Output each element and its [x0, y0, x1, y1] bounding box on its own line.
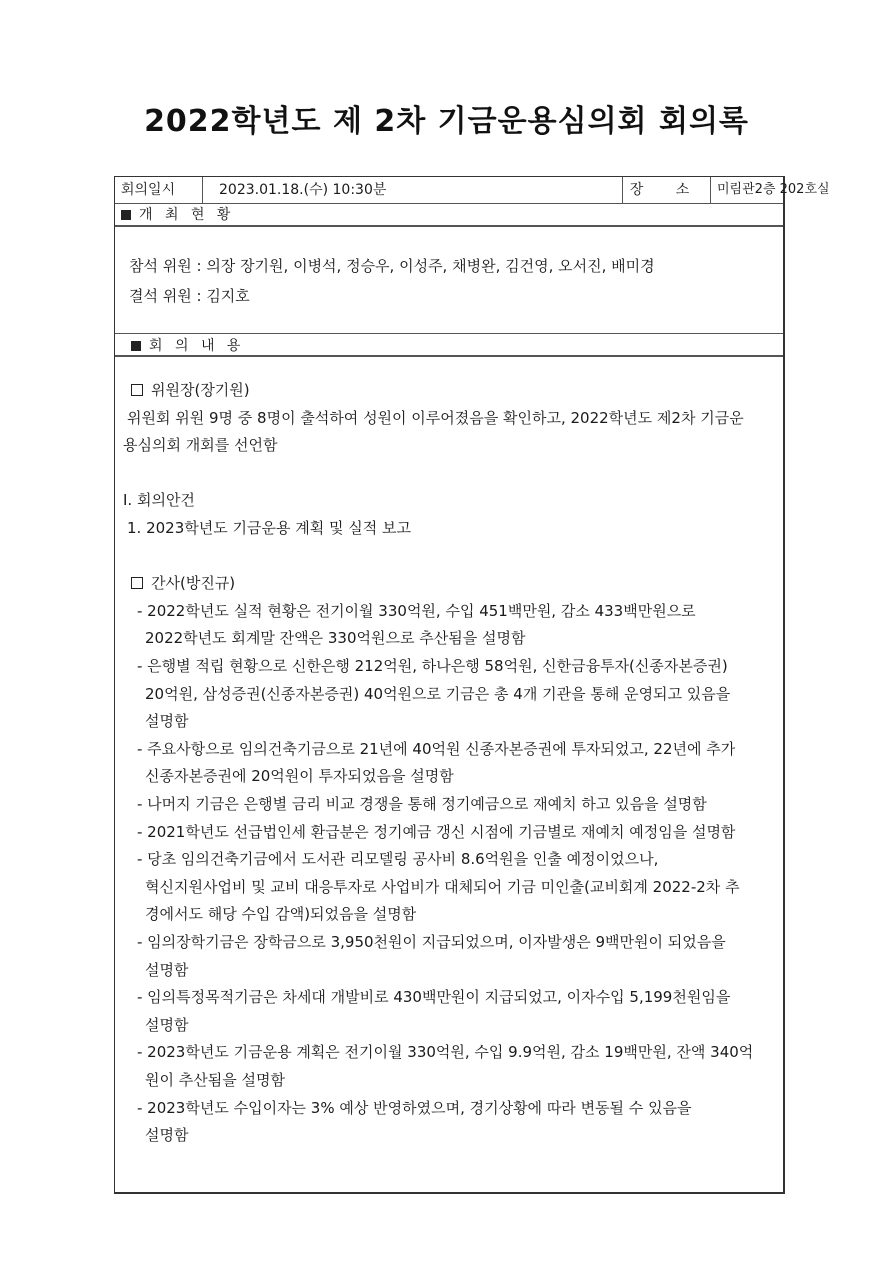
- content-text: - 임의특정목적기금은 차세대 개발비로 430백만원이 지급되었고, 이자수입 5,199천원임을: [137, 988, 731, 1007]
- content-line: [127, 517, 411, 538]
- content-line: [137, 1041, 753, 1062]
- content-line: [145, 959, 188, 980]
- content-line: [145, 903, 416, 924]
- content-line: [137, 986, 730, 1007]
- content-text: 1. 2023학년도 기금운용 계획 및 실적 보고: [127, 519, 411, 537]
- date-label: 회의일시: [115, 177, 203, 203]
- content-line: [145, 876, 740, 897]
- content-text: - 2021학년도 선급법인세 환급분은 정기예금 갱신 시점에 기금별로 재예치 예정임을 설명함: [137, 822, 736, 841]
- absentees-line: 결석 위원 : 김지호: [129, 287, 250, 305]
- date-value: 2023.01.18.(수) 10:30분: [203, 177, 623, 203]
- content-text: 설명함: [145, 712, 189, 731]
- content-line: [127, 407, 744, 428]
- content-text: 2022학년도 회계말 잔액은 330억원으로 추산됨을 설명함: [145, 629, 526, 648]
- content-text: 신종자본증권에 20억원이 투자되었음을 설명함: [145, 767, 454, 786]
- content-line: [145, 1014, 188, 1035]
- speaker-heading: [131, 572, 235, 593]
- content-text: 원이 추산됨을 설명함: [145, 1071, 285, 1089]
- content-text: 설명함: [145, 960, 189, 979]
- content-text: - 주요사항으로 임의건축기금으로 21년에 40억원 신종자본증권에 투자되었고, 22년에 추가: [137, 739, 736, 758]
- checkbox-square-icon: [131, 577, 143, 589]
- checkbox-square-icon: [131, 384, 143, 396]
- content-text: - 2022학년도 실적 현황은 전기이월 330억원, 수입 451백만원, 감소 433백만원으로: [137, 601, 696, 620]
- content-line: [145, 1069, 285, 1090]
- content-line: [137, 793, 707, 814]
- content-text: 20억원, 삼성증권(신종자본증권) 40억원으로 기금은 총 4개 기관을 통해 운영되고 있음을: [145, 684, 731, 703]
- content-text: - 2023학년도 수입이자는 3% 예상 반영하였으며, 경기상황에 따라 변동될 수 있음을: [137, 1098, 692, 1117]
- section-content-title: 회 의 내 용: [149, 338, 245, 354]
- place-label: 장 소: [623, 177, 711, 203]
- content-text: - 은행별 적립 현황으로 신한은행 212억원, 하나은행 58억원, 신한금융투자(신종자본증권): [137, 657, 728, 675]
- content-line: [145, 710, 188, 731]
- content-text: 설명함: [145, 1126, 189, 1145]
- content-line: [145, 683, 730, 704]
- content-line: [123, 434, 277, 455]
- minutes-table: [114, 176, 830, 1194]
- content-text: - 2023학년도 기금운용 계획은 전기이월 330억원, 수입 9.9억원, 감소 19백만원, 잔액 340억: [137, 1043, 754, 1062]
- content-line: [123, 489, 195, 510]
- content-text: 간사(방진규): [151, 574, 236, 593]
- place-value: 미림관2층 202호실: [717, 182, 830, 197]
- content-line: [145, 627, 525, 648]
- black-square-icon: [121, 210, 131, 220]
- page-title: 2022학년도 제 2차 기금운용심의회 회의록: [144, 104, 749, 139]
- content-text: 위원장(장기원): [151, 381, 250, 399]
- content-text: 설명함: [145, 1015, 189, 1034]
- content-text: 경에서도 해당 수입 감액)되었음을 설명함: [145, 905, 417, 924]
- content-line: [145, 765, 454, 786]
- content-line: [137, 738, 735, 759]
- content-text: - 당초 임의건축기금에서 도서관 리모델링 공사비 8.6억원을 인출 예정이었으나,: [137, 850, 659, 869]
- section-content-header: [115, 333, 783, 357]
- content-line: [137, 1097, 692, 1118]
- black-square-icon: [131, 341, 141, 351]
- content-text: Ⅰ. 회의안건: [123, 491, 195, 510]
- content-line: [145, 1124, 188, 1145]
- section-overview-header: [115, 203, 783, 227]
- content-line: [137, 600, 696, 621]
- content-text: 위원회 위원 9명 중 8명이 출석하여 성원이 이루어졌음을 확인하고, 2022학년도 제2차 기금운: [127, 408, 744, 427]
- meeting-info-row: [115, 177, 830, 204]
- section-overview-title: 개 최 현 황: [139, 207, 235, 223]
- content-text: - 나머지 기금은 은행별 금리 비교 경쟁을 통해 정기예금으로 재예치 하고 있음을 설명함: [137, 795, 707, 813]
- content-line: [137, 848, 658, 869]
- content-line: [137, 931, 726, 952]
- content-line: [137, 655, 728, 676]
- content-line: [137, 821, 735, 842]
- content-text: - 임의장학기금은 장학금으로 3,950천원이 지급되었으며, 이자발생은 9백만원이 되었음을: [137, 933, 726, 951]
- content-text: 혁신지원사업비 및 교비 대응투자로 사업비가 대체되어 기금 미인출(교비회계 2022-2차 추: [145, 877, 740, 896]
- content-text: 용심의회 개회를 선언함: [123, 436, 278, 455]
- attendees-line: 참석 위원 : 의장 장기원, 이병석, 정승우, 이성주, 채병완, 김건영, 오서진, 배미경: [129, 257, 655, 275]
- speaker-heading: [131, 379, 250, 400]
